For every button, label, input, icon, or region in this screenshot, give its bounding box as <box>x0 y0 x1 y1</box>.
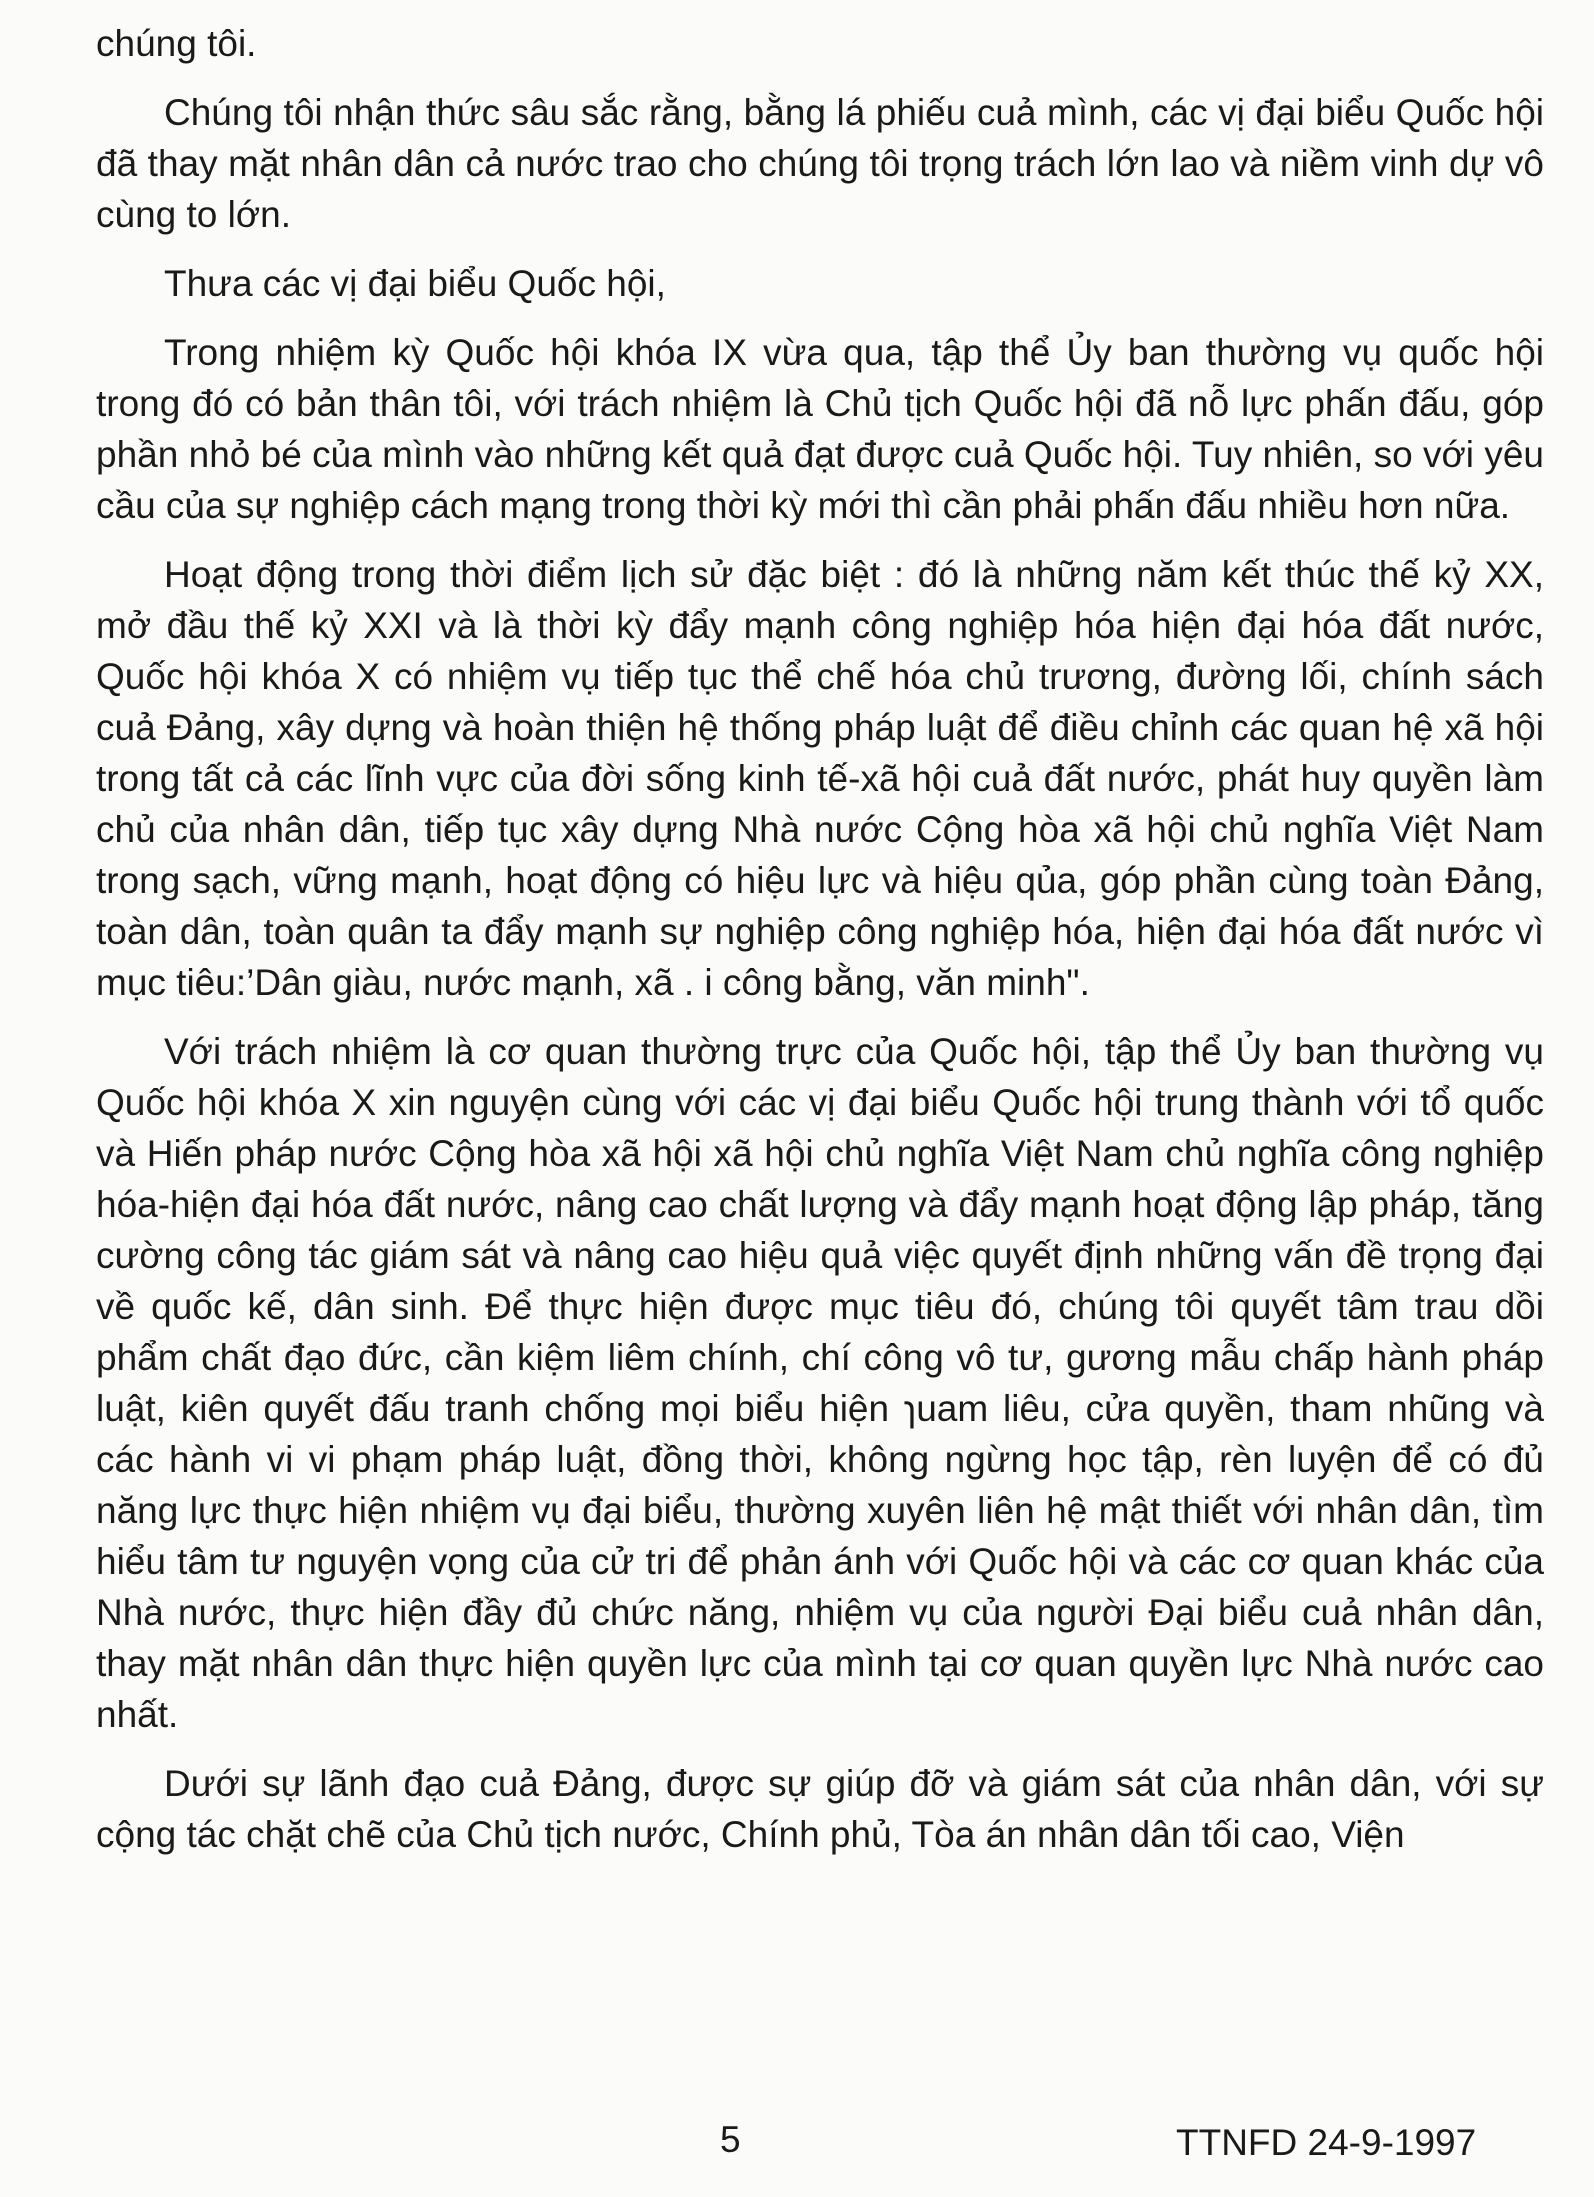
document-code: TTNFD 24-9-1997 <box>1176 2122 1477 2163</box>
paragraph-2: Chúng tôi nhận thức sâu sắc rằng, bằng lá phiếu cuả mình, các vị đại biểu Quốc hội đã thay mặt nhân dân cả nước trao cho chúng tôi trọng trách lớn lao và niềm vinh dự vô cùng to lớn. <box>96 92 1544 235</box>
paragraph-1: chúng tôi. <box>96 23 257 64</box>
paragraph-5: Hoạt động trong thời điểm lịch sử đặc biệt : đó là những năm kết thúc thế kỷ XX, mở đầu thế kỷ XXI và là thời kỳ đẩy mạnh công nghiệp hóa hiện đại hóa đất nước, Quốc hội khóa X có nhiệm vụ tiếp tục thể chế hóa chủ trương, đường lối, chính sách cuả Đảng, xây dựng và hoàn thiện hệ thống pháp luật để điều chỉnh các quan hệ xã hội trong tất cả các lĩnh vực của đời sống kinh tế-xã hội cuả đất nước, phát huy quyền làm chủ của nhân dân, tiếp tục xây dựng Nhà nước Cộng hòa xã hội chủ nghĩa Việt Nam trong sạch, vững mạnh, hoạt động có hiệu lực và hiệu qủa, góp phần cùng toàn Đảng, toàn dân, toàn quân ta đẩy mạnh sự nghiệp công nghiệp hóa, hiện đại hóa đất nước vì mục tiêu:’Dân giàu, nước mạnh, xã . i công bằng, văn minh". <box>96 554 1544 1003</box>
paragraph-3: Thưa các vị đại biểu Quốc hội, <box>164 263 666 304</box>
paragraph-4: Trong nhiệm kỳ Quốc hội khóa IX vừa qua, tập thể Ủy ban thường vụ quốc hội trong đó có bản thân tôi, với trách nhiệm là Chủ tịch Quốc hội đã nỗ lực phấn đấu, góp phần nhỏ bé của mình vào những kết quả đạt được cuả Quốc hội. Tuy nhiên, so với yêu cầu của sự nghiệp cách mạng trong thời kỳ mới thì cần phải phấn đấu nhiều hơn nữa. <box>96 332 1544 526</box>
paragraph-7: Dưới sự lãnh đạo cuả Đảng, được sự giúp đỡ và giám sát của nhân dân, với sự cộng tác chặt chẽ của Chủ tịch nước, Chính phủ, Tòa án nhân dân tối cao, Viện <box>96 1763 1544 1855</box>
body-text <box>96 18 1544 1860</box>
page-number: 5 <box>720 2119 741 2160</box>
paragraph-6: Với trách nhiệm là cơ quan thường trực của Quốc hội, tập thể Ủy ban thường vụ Quốc hội khóa X xin nguyện cùng với các vị đại biểu Quốc hội trung thành với tổ quốc và Hiến pháp nước Cộng hòa xã hội xã hội chủ nghĩa Việt Nam chủ nghĩa công nghiệp hóa-hiện đại hóa đất nước, nâng cao chất lượng và đẩy mạnh hoạt động lập pháp, tăng cường công tác giám sát và nâng cao hiệu quả việc quyết định những vấn đề trọng đại về quốc kế, dân sinh. Để thực hiện được mục tiêu đó, chúng tôi quyết tâm trau dồi phẩm chất đạo đức, cần kiệm liêm chính, chí công vô tư, gương mẫu chấp hành pháp luật, kiên quyết đấu tranh chống mọi biểu hiện ɿuam liêu, cửa quyền, tham nhũng và các hành vi vi phạm pháp luật, đồng thời, không ngừng học tập, rèn luyện để có đủ năng lực thực hiện nhiệm vụ đại biểu, thường xuyên liên hệ mật thiết với nhân dân, tìm hiểu tâm tư nguyện vọng của cử tri để phản ánh với Quốc hội và các cơ quan khác của Nhà nước, thực hiện đầy đủ chức năng, nhiệm vụ của người Đại biểu cuả nhân dân, thay mặt nhân dân thực hiện quyền lực của mình tại cơ quan quyền lực Nhà nước cao nhất. <box>96 1031 1544 1735</box>
